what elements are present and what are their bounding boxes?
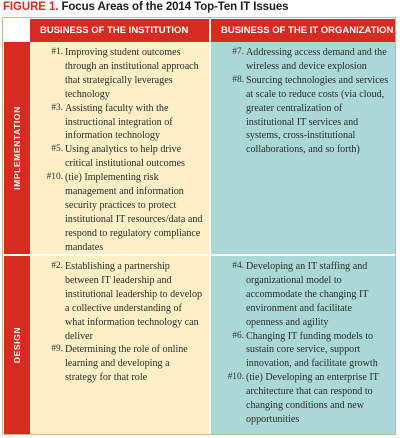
issue-item [219,330,389,372]
issue-text: Sourcing technologies and services at scale to reduce costs (via cloud, greater centralization of institutional IT services and systems, cross-institutional collaborations, and so forth) [246,74,389,156]
issue-item [219,260,389,330]
issue-item [38,343,203,385]
issue-rank: #5. [51,144,63,155]
issue-text: Developing an IT staffing and organizational model to accommodate the changing IT environment and facilitate openness and agility [246,261,369,328]
figure-label: FIGURE 1. [3,1,59,13]
issue-text: (tie) Implementing risk management and information security practices to protect institutional IT resources/data and respond to regulatory compliance mandates [65,172,203,253]
row-label-design-text: DESIGN [12,326,22,364]
issue-item [38,102,203,144]
issue-text: Using analytics to help drive critical institutional outcomes [65,144,185,170]
issue-text: Establishing a partnership between IT leadership and institutional leadership to develop a collective understanding of what information technology can deliver [65,261,203,342]
issue-rank: #6. [232,330,244,341]
cell-implementation-it-organization [211,42,395,254]
figure-title-text: Focus Areas of the 2014 Top-Ten IT Issues [61,1,289,13]
issue-item [38,260,203,343]
issue-rank: #9. [51,344,63,355]
row-label-implementation [4,42,30,254]
issue-rank: #10. [227,372,244,383]
issue-item [38,143,203,171]
cell-design-it-organization [211,256,395,434]
row-label-implementation-text: IMPLEMENTATION [12,106,22,190]
column-header-institution: BUSINESS OF THE INSTITUTION [30,19,209,42]
cell-design-institution [30,256,209,434]
issue-item [219,74,389,157]
issue-rank: #10. [46,172,63,183]
issue-item [38,46,203,102]
issue-rank: #3. [51,102,63,113]
issue-text: Improving student outcomes through an institutional approach that strategically leverages technology [65,47,199,100]
row-label-design [4,256,30,434]
issue-rank: #7. [232,47,244,57]
column-header-it-organization: BUSINESS OF THE IT ORGANIZATION [211,19,395,42]
figure-title [3,1,288,17]
issue-rank: #2. [51,261,63,271]
issue-text: (tie) Developing an enterprise IT architecture that can respond to changing conditions and new opportunities [246,372,379,425]
issue-rank: #8. [232,74,244,85]
issue-text: Addressing access demand and the wireless and device explosion [246,47,387,72]
issue-item [219,46,389,74]
cell-implementation-institution [30,42,209,254]
issue-item [38,171,203,254]
issue-text: Changing IT funding models to sustain core service, support innovation, and facilitate growth [246,330,378,370]
issue-text: Assisting faculty with the instructional integration of information technology [65,102,173,142]
issue-item [219,371,389,427]
issue-rank: #1. [51,47,63,57]
issue-text: Determining the role of online learning and developing a strategy for that role [65,344,188,384]
issue-rank: #4. [232,261,244,271]
